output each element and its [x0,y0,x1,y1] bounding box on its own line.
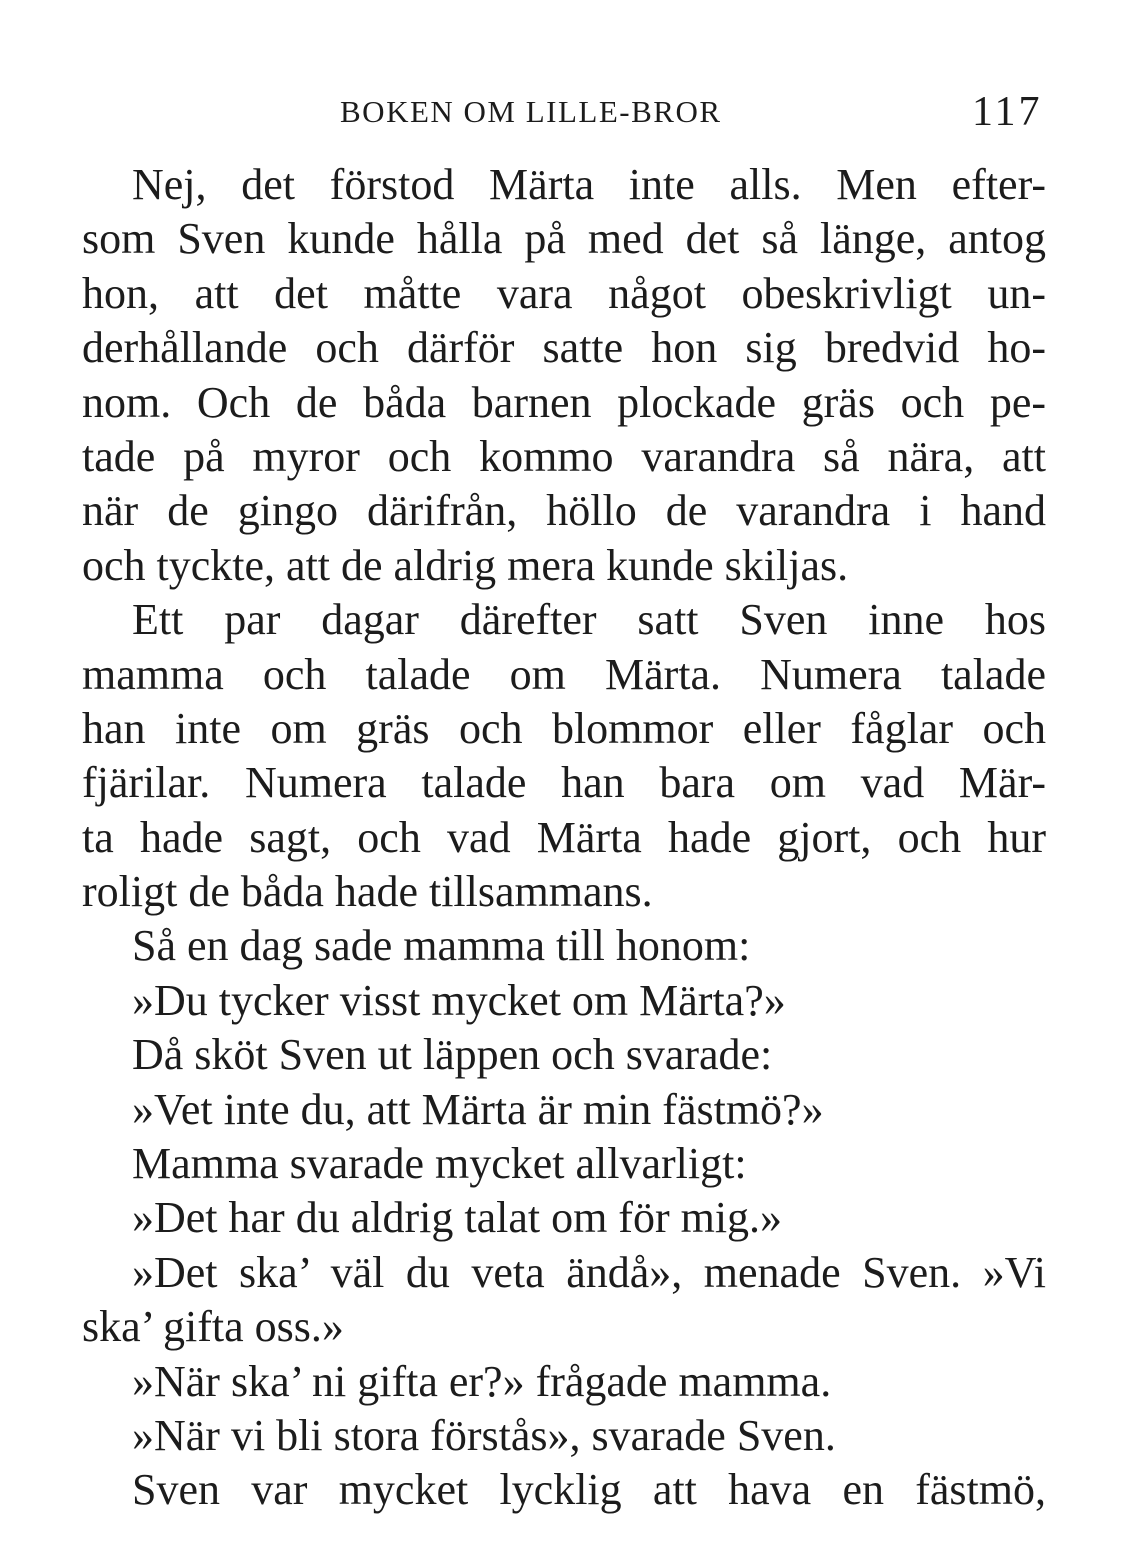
text-line: »När ska’ ni gifta er?» frågade mamma. [132,1356,832,1406]
text-line: Sven var mycket lycklig att hava en fästmö, [132,1465,1046,1515]
text-line: han inte om gräs och blommor eller fåglar och [82,703,1046,753]
text-line: hon, att det måtte vara något obeskrivligt un- [82,268,1046,318]
text-line: fjärilar. Numera talade han bara om vad Mär- [82,758,1046,808]
text-line: roligt de båda hade tillsammans. [82,867,653,917]
text-line: Nej, det förstod Märta inte alls. Men efter- [132,160,1046,209]
text-line: Så en dag sade mamma till honom: [132,921,751,971]
text-line: Ett par dagar därefter satt Sven inne hos [132,595,1046,645]
text-line: och tyckte, att de aldrig mera kunde skiljas. [82,540,849,590]
page-number: 117 [972,89,1043,135]
text-line: ta hade sagt, och vad Märta hade gjort, och hur [82,812,1046,862]
running-title: BOKEN OM LILLE-BROR [340,94,722,129]
text-line: Mamma svarade mycket allvarligt: [132,1139,747,1189]
text-line: Då sköt Sven ut läppen och svarade: [132,1030,773,1080]
running-head [0,89,1134,135]
text-line: nom. Och de båda barnen plockade gräs och pe- [82,377,1046,427]
body-text [82,158,1046,1518]
text-line: tade på myror och kommo varandra så nära, att [82,431,1046,481]
text-line: »Vet inte du, att Märta är min fästmö?» [132,1084,824,1134]
text-line: som Sven kunde hålla på med det så länge, antog [82,214,1046,264]
text-line: ska’ gifta oss.» [82,1302,344,1352]
text-line: när de gingo därifrån, höllo de varandra i hand [82,486,1046,536]
text-line: »Du tycker visst mycket om Märta?» [132,975,786,1025]
text-line: »När vi bli stora förstås», svarade Sven. [132,1410,836,1460]
text-line: »Det ska’ väl du veta ändå», menade Sven. »Vi [132,1247,1046,1297]
text-line: derhållande och därför satte hon sig bredvid ho- [82,323,1046,373]
text-line: mamma och talade om Märta. Numera talade [82,649,1046,699]
text-line: »Det har du aldrig talat om för mig.» [132,1193,783,1243]
